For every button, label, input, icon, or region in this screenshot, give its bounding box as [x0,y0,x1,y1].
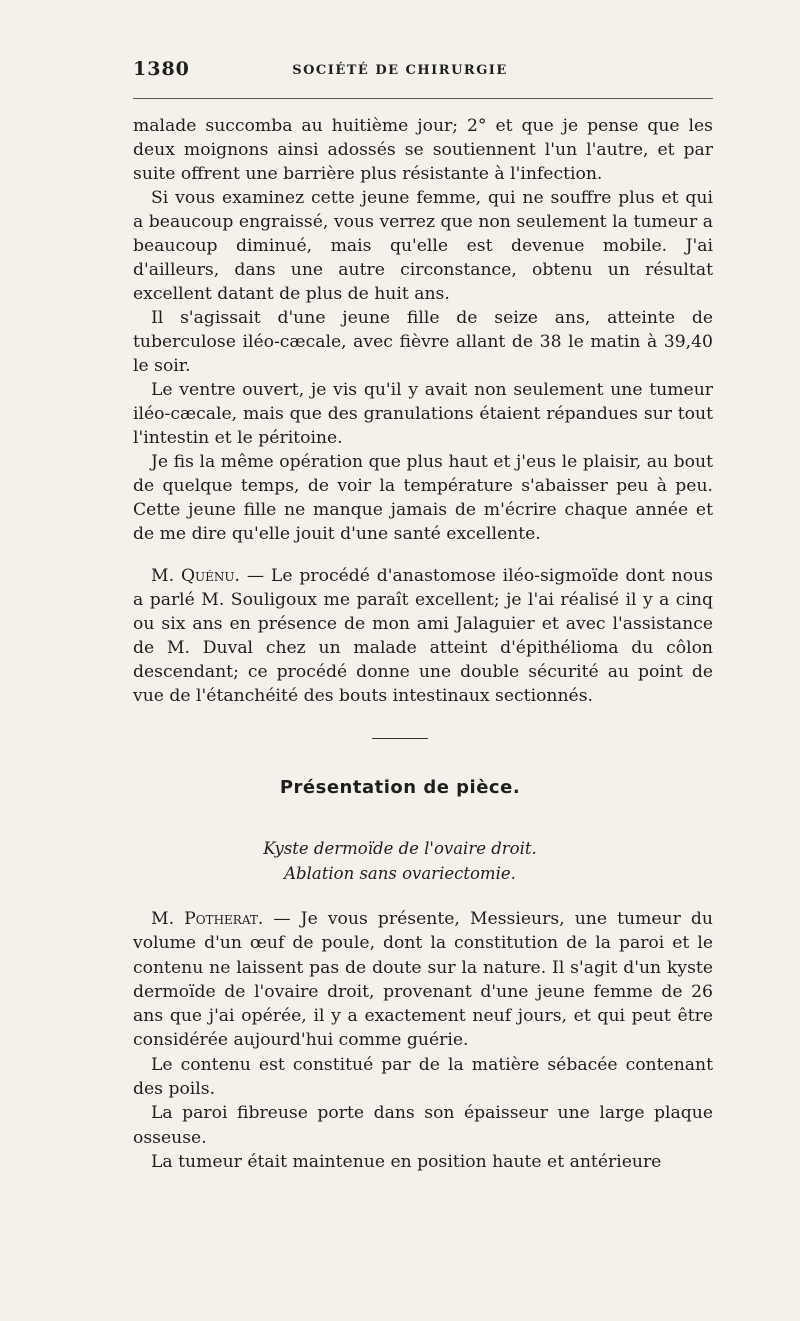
subtitle-line: Kyste dermoïde de l'ovaire droit. [263,839,537,858]
potherat-paragraph [133,907,713,1053]
speaker-name: Quénu. [180,566,240,586]
quenu-paragraph [133,564,713,708]
potherat-text: — Je vous présente, Messieurs, une tumeur du volume d'un œuf de poule, dont la constitution de la paroi et le contenu ne laissent pas de doute sur la nature. Il s'agit d'un kyste dermoïde de l'ovaire droit, provenant d'une jeune femme de 26 ans que j'ai opérée, il y a exactement neuf jours, et qui peut être considérée aujourd'hui comme guérie. [133,909,713,1051]
section-separator [372,738,428,739]
page-header [0,58,800,88]
speaker-name: Potherat. [184,909,264,929]
quenu-text: — Le procédé d'anastomose iléo-sigmoïde dont nous a parlé M. Souligoux me paraît excellent; je l'ai réalisé il y a cinq ou six ans en présence de mon ami Jalaguier et avec l'assistance de M. Duval chez un malade atteint d'épithélioma du côlon descendant; ce procédé donne une double sécurité au point de vue de l'étanchéité des bouts intestinaux sectionnés. [133,566,713,706]
paragraph: La paroi fibreuse porte dans son épaisseur une large plaque osseuse. [133,1103,713,1148]
paragraph: La tumeur était maintenue en position haute et antérieure [151,1151,662,1172]
speaker-prefix: M. [151,566,181,586]
section-subtitle [0,836,800,886]
running-title: SOCIÉTÉ DE CHIRURGIE [292,63,508,78]
paragraph: malade succomba au huitième jour; 2° et que je pense que les deux moignons ainsi adossés se soutiennent l'un l'autre, et par suite offrent une barrière plus résistante à l'infection. [133,116,713,184]
paragraph: Je fis la même opération que plus haut et j'eus le plaisir, au bout de quelque temps, de voir la température s'abaisser peu à peu. Cette jeune fille ne manque jamais de m'écrire chaque année et de me dire qu'elle jouit d'une santé excellente. [133,452,713,544]
paragraph: Il s'agissait d'une jeune fille de seize ans, atteinte de tuberculose iléo-cæcale, avec fièvre allant de 38 le matin à 39,40 le soir. [133,308,713,376]
body-text-lower [133,907,713,1174]
paragraph: Si vous examinez cette jeune femme, qui ne souffre plus et qui a beaucoup engraissé, vous verrez que non seulement la tumeur a beaucoup diminué, mais qu'elle est devenue mobile. J'ai d'ailleurs, dans une autre circonstance, obtenu un résultat excellent datant de plus de huit ans. [133,188,713,304]
section-title: Présentation de pièce. [279,777,521,798]
page-number: 1380 [133,58,190,80]
header-rule [133,98,713,99]
speaker-prefix: M. [151,909,185,929]
paragraph: Le ventre ouvert, je vis qu'il y avait non seulement une tumeur iléo-cæcale, mais que des granulations étaient répandues sur tout l'intestin et le péritoine. [133,380,713,448]
subtitle-line: Ablation sans ovariectomie. [284,864,516,883]
body-text-upper [133,114,713,708]
paragraph: Le contenu est constitué par de la matière sébacée contenant des poils. [133,1054,713,1100]
